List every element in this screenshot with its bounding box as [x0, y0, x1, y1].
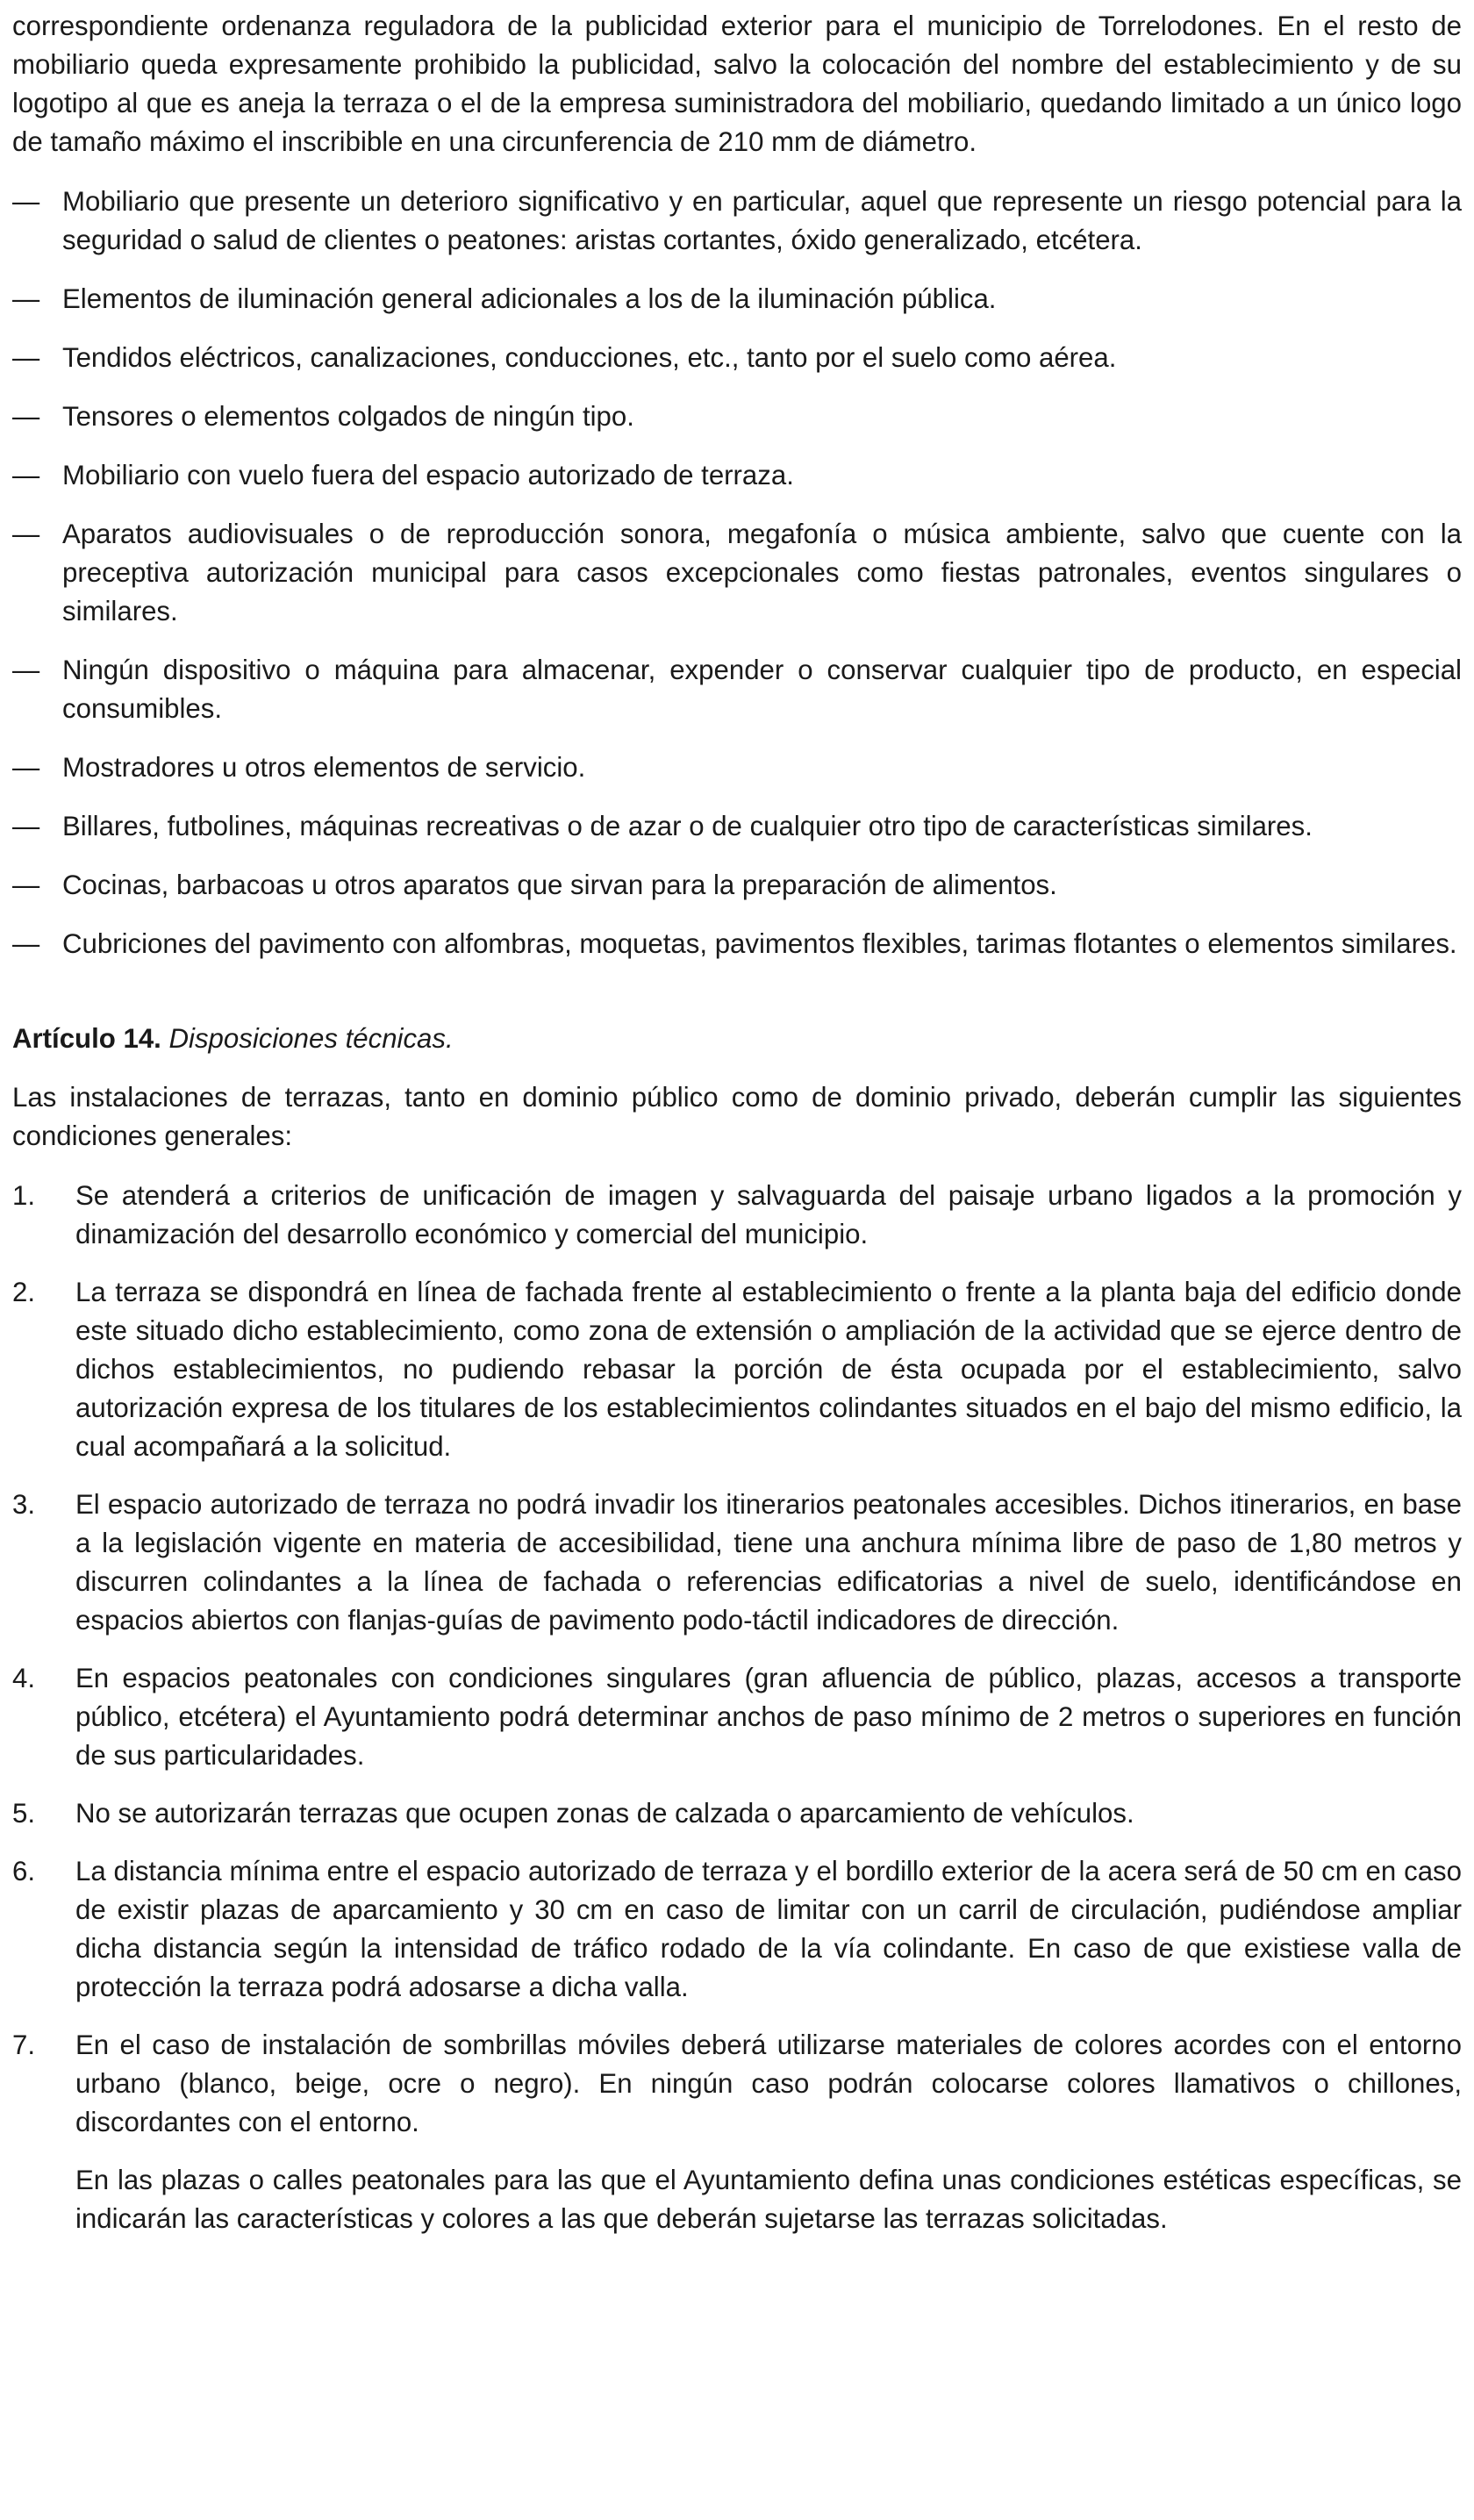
prohibited-items-list — [12, 183, 1462, 963]
article-intro: Las instalaciones de terrazas, tanto en dominio público como de dominio privado, deberán cumplir las siguientes condiciones generales: — [12, 1082, 1462, 1151]
item-number: 4. — [12, 1663, 36, 1693]
list-item-text: Cocinas, barbacoas u otros aparatos que sirvan para la preparación de alimentos. — [62, 870, 1057, 900]
list-item-text: Mobiliario que presente un deterioro significativo y en particular, aquel que represente un riesgo potencial para la seguridad o salud de clientes o peatones: aristas cortantes, óxido generalizado, etcétera. — [62, 186, 1462, 255]
list-item-text: Billares, futbolines, máquinas recreativas o de azar o de cualquier otro tipo de características similares. — [62, 811, 1313, 841]
numbered-conditions-list — [12, 1177, 1462, 2238]
item-number: 6. — [12, 1856, 36, 1886]
list-item — [12, 515, 1462, 631]
list-item — [12, 866, 1462, 905]
item-number: 1. — [12, 1180, 36, 1211]
dash-marker: — — [12, 752, 40, 783]
list-item-text: Tensores o elementos colgados de ningún tipo. — [62, 401, 634, 432]
list-item — [12, 651, 1462, 728]
numbered-item-text: No se autorizarán terrazas que ocupen zonas de calzada o aparcamiento de vehículos. — [75, 1798, 1134, 1829]
numbered-item — [12, 1794, 1462, 1833]
numbered-item-text: La terraza se dispondrá en línea de fachada frente al establecimiento o frente a la planta baja del edificio donde este situado dicho establecimiento, como zona de extensión o ampliación de la actividad que se ejerce dentro de dichos establecimientos, no pudiendo rebasar la porción de ésta ocupada por el establecimiento, salvo autorización expresa de los titulares de los establecimientos colindantes situados en el bajo del mismo edificio, la cual acompañará a la solicitud. — [75, 1277, 1462, 1462]
numbered-item — [12, 1177, 1462, 1254]
continuation-paragraph: correspondiente ordenanza reguladora de la publicidad exterior para el municipio de Torrelodones. En el resto de mobiliario queda expresamente prohibido la publicidad, salvo la colocación del nombre del establecimiento y de su logotipo al que es aneja la terraza o el de la empresa suministradora del mobiliario, quedando limitado a un único logo de tamaño máximo el inscribible en una circunferencia de 210 mm de diámetro. — [12, 11, 1462, 157]
numbered-item-text: El espacio autorizado de terraza no podrá invadir los itinerarios peatonales accesibles. Dichos itinerarios, en base a la legislación vigente en materia de accesibilidad, tiene una anchura mínima libre de paso de 1,80 metros y discurren colindantes a la línea de fachada o referencias edificatorias a nivel de suelo, identificándose en espacios abiertos con flanjas-guías de pavimento podo-táctil indicadores de dirección. — [75, 1489, 1462, 1636]
list-item — [12, 280, 1462, 319]
dash-marker: — — [12, 186, 40, 217]
item-number: 2. — [12, 1277, 36, 1307]
dash-marker: — — [12, 870, 40, 900]
numbered-item — [12, 1659, 1462, 1775]
dash-marker: — — [12, 928, 40, 959]
article-heading — [12, 1020, 1462, 1058]
list-item — [12, 925, 1462, 963]
list-item-text: Aparatos audiovisuales o de reproducción sonora, megafonía o música ambiente, salvo que cuente con la preceptiva autorización municipal para casos excepcionales como fiestas patronales, eventos singulares o similares. — [62, 519, 1462, 626]
dash-marker: — — [12, 401, 40, 432]
document-page — [12, 7, 1462, 2238]
list-item — [12, 397, 1462, 436]
list-item — [12, 456, 1462, 495]
item-number: 3. — [12, 1489, 36, 1520]
list-item-text: Tendidos eléctricos, canalizaciones, conducciones, etc., tanto por el suelo como aérea. — [62, 342, 1117, 373]
list-item-text: Ningún dispositivo o máquina para almacenar, expender o conservar cualquier tipo de producto, en especial consumibles. — [62, 655, 1462, 724]
numbered-item-subparagraph: En las plazas o calles peatonales para las que el Ayuntamiento defina unas condiciones estéticas específicas, se indicarán las características y colores a las que deberán sujetarse las terrazas solicitadas. — [75, 2165, 1462, 2234]
numbered-item — [12, 1486, 1462, 1640]
article-title: Disposiciones técnicas. — [168, 1023, 454, 1054]
numbered-item-text: En espacios peatonales con condiciones singulares (gran afluencia de público, plazas, accesos a transporte público, etcétera) el Ayuntamiento podrá determinar anchos de paso mínimo de 2 metros o superiores en función de sus particularidades. — [75, 1663, 1462, 1771]
numbered-item — [12, 2026, 1462, 2142]
list-item-text: Cubriciones del pavimento con alfombras, moquetas, pavimentos flexibles, tarimas flotantes o elementos similares. — [62, 928, 1457, 959]
list-item-text: Mostradores u otros elementos de servicio. — [62, 752, 586, 783]
list-item — [12, 748, 1462, 787]
list-item — [12, 807, 1462, 846]
dash-marker: — — [12, 519, 40, 549]
list-item-text: Elementos de iluminación general adicionales a los de la iluminación pública. — [62, 283, 997, 314]
item-number: 7. — [12, 2030, 36, 2060]
numbered-item-text: La distancia mínima entre el espacio autorizado de terraza y el bordillo exterior de la acera será de 50 cm en caso de existir plazas de aparcamiento y 30 cm en caso de limitar con un carril de circulación, pudiéndose ampliar dicha distancia según la intensidad de tráfico rodado de la vía colindante. En caso de que existiese valla de protección la terraza podrá adosarse a dicha valla. — [75, 1856, 1462, 2002]
numbered-item-text: En el caso de instalación de sombrillas móviles deberá utilizarse materiales de colores acordes con el entorno urbano (blanco, beige, ocre o negro). En ningún caso podrán colocarse colores llamativos o chillones, discordantes con el entorno. — [75, 2030, 1462, 2137]
dash-marker: — — [12, 655, 40, 685]
list-item-text: Mobiliario con vuelo fuera del espacio autorizado de terraza. — [62, 460, 794, 490]
list-item — [12, 183, 1462, 260]
item-number: 5. — [12, 1798, 36, 1829]
numbered-item-text: Se atenderá a criterios de unificación de imagen y salvaguarda del paisaje urbano ligados a la promoción y dinamización del desarrollo económico y comercial del municipio. — [75, 1180, 1462, 1249]
dash-marker: — — [12, 460, 40, 490]
dash-marker: — — [12, 342, 40, 373]
numbered-item — [12, 1852, 1462, 2007]
numbered-item — [12, 1273, 1462, 1466]
dash-marker: — — [12, 811, 40, 841]
list-item — [12, 339, 1462, 377]
article-number: Artículo 14. — [12, 1023, 161, 1054]
dash-marker: — — [12, 283, 40, 314]
